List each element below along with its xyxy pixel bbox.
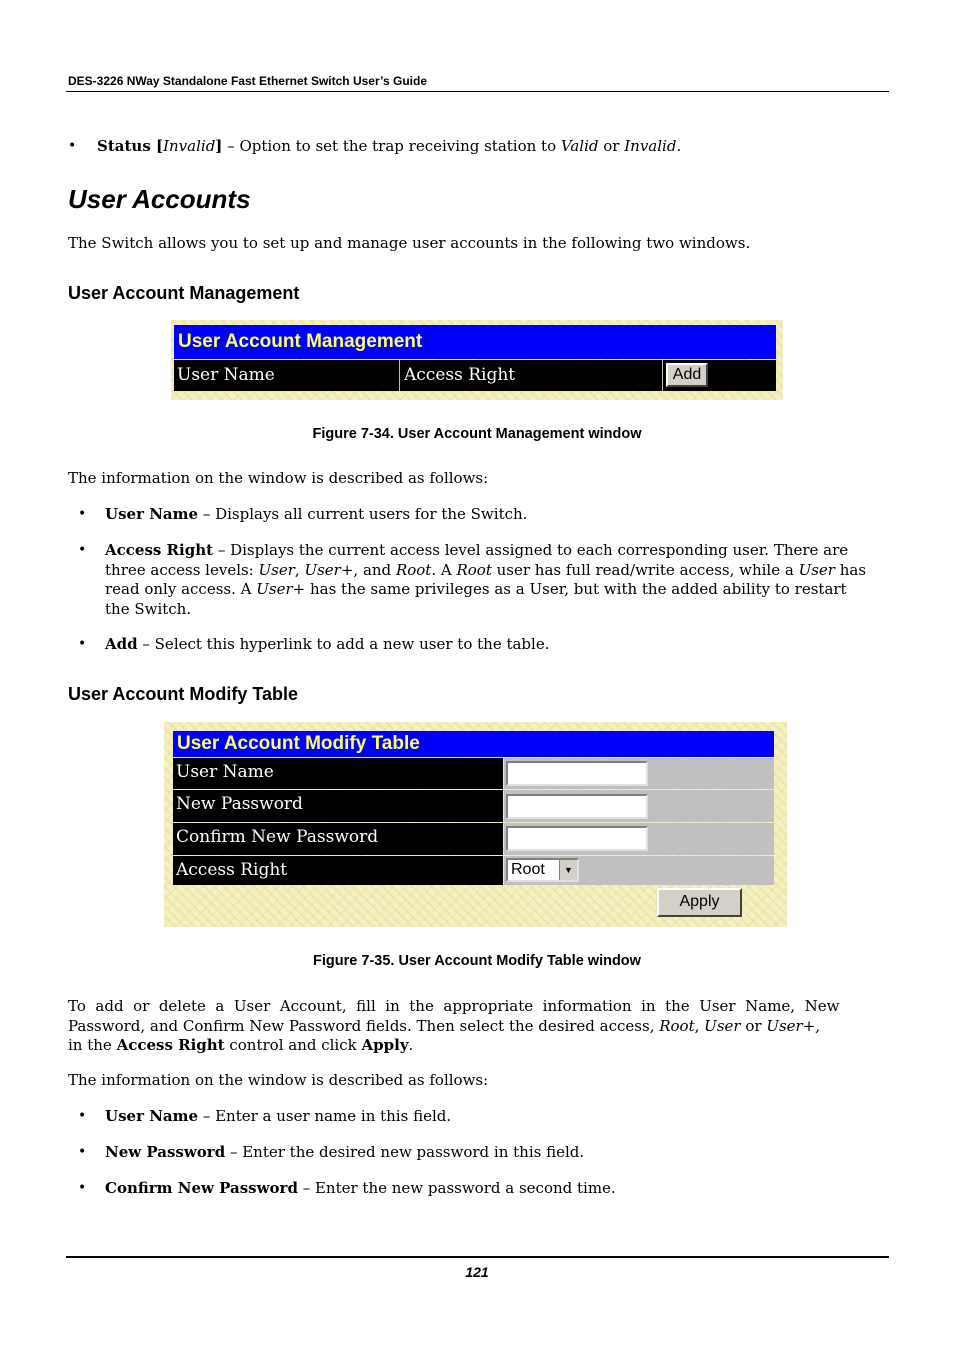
new-password-input[interactable] [506, 794, 648, 819]
modify-heading: User Account Modify Table [68, 684, 299, 704]
status-term-italic: Invalid [163, 137, 216, 155]
running-header: DES-3226 NWay Standalone Fast Ethernet Switch User’s Guide [68, 74, 427, 88]
text-user-name: – Enter a user name in this field. [198, 1107, 452, 1125]
col-access-right: Access Right [401, 360, 663, 391]
status-end: . [676, 137, 682, 155]
status-or: or [598, 137, 625, 155]
level-root: Root [456, 560, 492, 579]
status-term: Status [ [97, 137, 164, 155]
level-root: Root [395, 560, 432, 579]
status-valid: Valid [560, 137, 599, 155]
text-add: – Select this hyperlink to add a new user to the table. [137, 635, 550, 653]
access-line-3b: has the same privileges as a User, but with the added ability to restart [305, 580, 847, 598]
user-name-input[interactable] [506, 761, 648, 786]
term-apply: Apply [361, 1036, 409, 1054]
para-line-2: Password, and Confirm New Password fields. Then select the desired access, [68, 1016, 660, 1035]
para-line-1: To add or delete a User Account, fill in the appropriate information in the User Name, New [68, 997, 840, 1015]
mgmt-window [171, 320, 783, 400]
para-line-3a: in the [68, 1036, 117, 1054]
level-root: Root [659, 1016, 695, 1035]
described-paragraph-1: The information on the window is described as follows: [68, 469, 489, 487]
mgmt-header-row [174, 360, 776, 391]
figure-caption-mgmt: Figure 7-34. User Account Management window [312, 426, 642, 442]
row-new-password [173, 790, 503, 822]
access-line-3a: read only access. A [105, 580, 257, 598]
text-new-password: – Enter the desired new password in this field. [225, 1143, 585, 1161]
level-userplus: User+ [256, 580, 306, 598]
footer-rule [66, 1256, 889, 1258]
described-paragraph-2: The information on the window is described as follows: [68, 1071, 489, 1089]
row-access-right [173, 856, 503, 885]
bullet-dot: • [78, 1108, 87, 1124]
label-user-name: User Name [176, 762, 274, 782]
apply-button[interactable]: Apply [657, 888, 742, 917]
bullet-dot: • [78, 506, 87, 522]
modify-window [164, 722, 787, 927]
modify-window-title: User Account Modify Table [173, 731, 774, 757]
term-add: Add [105, 635, 138, 653]
chevron-down-icon[interactable]: ▼ [559, 860, 577, 880]
para-line-3c: . [408, 1036, 414, 1054]
row-confirm-password [173, 823, 503, 855]
bullet-dot: • [78, 636, 87, 652]
bullet-dot: • [78, 1180, 87, 1196]
bullet-dot: • [68, 138, 77, 154]
figure-caption-modify: Figure 7-35. User Account Modify Table window [313, 953, 641, 969]
sep: , [294, 560, 305, 579]
term-access-right: Access Right [116, 1036, 225, 1054]
level-user: User [704, 1016, 741, 1035]
level-userplus: User+ [304, 560, 354, 579]
status-invalid: Invalid [624, 137, 677, 155]
para-line-3b: control and click [224, 1036, 362, 1054]
modify-paragraph [68, 997, 850, 1056]
row-user-name [173, 758, 503, 789]
sep: . A [431, 560, 457, 579]
term-user-name: User Name [105, 505, 199, 523]
sep: or [740, 1016, 767, 1035]
level-user: User [258, 560, 295, 579]
label-confirm-password: Confirm New Password [176, 827, 379, 847]
access-line-1: – Displays the current access level assigned to each corresponding user. There are [213, 541, 849, 559]
mgmt-window-title: User Account Management [174, 325, 776, 359]
level-user: User [798, 560, 835, 579]
label-access-right: Access Right [176, 860, 288, 880]
term-user-name: User Name [105, 1107, 199, 1125]
mgmt-heading: User Account Management [68, 283, 300, 303]
status-text: – Option to set the trap receiving station to [222, 137, 561, 155]
bullet-dot: • [78, 542, 87, 558]
bullet-dot: • [78, 1144, 87, 1160]
status-term-end: ] [215, 137, 223, 155]
text-confirm-password: – Enter the new password a second time. [297, 1179, 616, 1197]
term-access-right: Access Right [105, 541, 214, 559]
page-number: 121 [465, 1264, 489, 1280]
section-title: User Accounts [68, 184, 251, 214]
access-line-2a: three access levels: [105, 560, 259, 579]
term-confirm-password: Confirm New Password [105, 1179, 298, 1197]
col-user-name: User Name [174, 360, 400, 391]
confirm-password-input[interactable] [506, 826, 648, 851]
add-button[interactable]: Add [666, 363, 708, 387]
sep: , and [353, 560, 396, 579]
term-new-password: New Password [105, 1143, 226, 1161]
access-line-4: the Switch. [105, 599, 192, 618]
access-line-2b: user has full read/write access, while a [491, 560, 799, 579]
level-userplus: User+, [766, 1016, 821, 1035]
access-right-selected: Root [511, 861, 545, 878]
sep: has [834, 560, 867, 579]
intro-paragraph: The Switch allows you to set up and manage user accounts in the following two windows. [68, 234, 751, 252]
access-right-select[interactable] [506, 858, 579, 882]
sep: , [694, 1016, 705, 1035]
header-rule [66, 91, 889, 92]
label-new-password: New Password [176, 794, 303, 814]
text-user-name: – Displays all current users for the Switch. [198, 505, 528, 523]
